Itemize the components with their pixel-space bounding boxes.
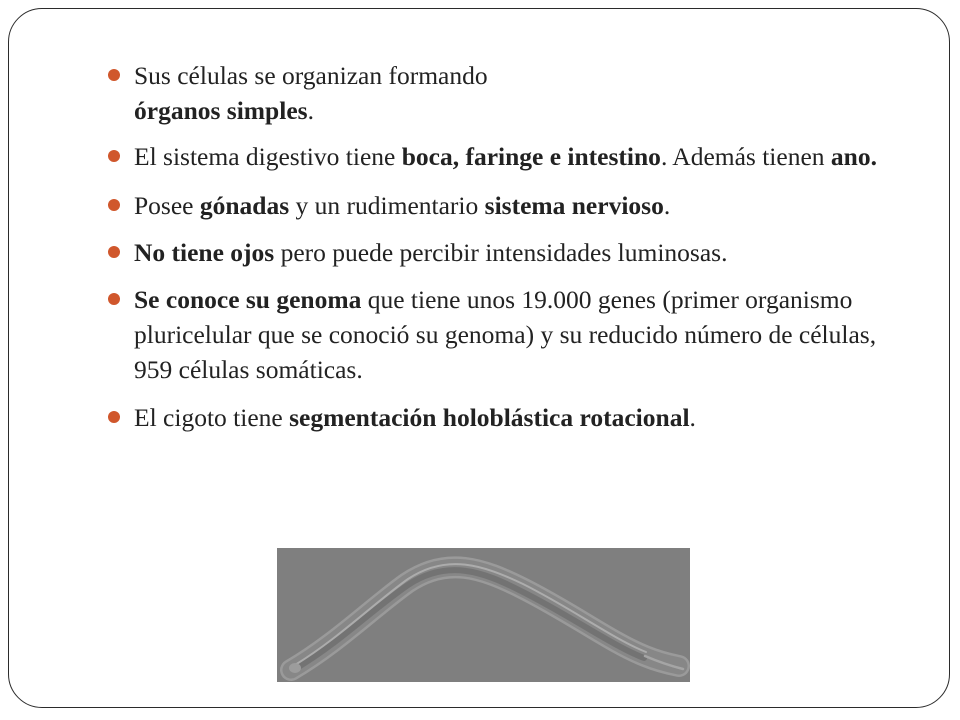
bullet-bold-text: sistema nervioso — [484, 191, 664, 220]
bullet-dot — [108, 411, 120, 423]
bullet-genoma — [106, 282, 906, 387]
bullet-dot — [108, 69, 120, 81]
bullet-organos — [106, 58, 906, 128]
nematode-photo — [277, 548, 690, 682]
bullet-ojos — [106, 235, 906, 270]
bullet-bold-text: Se conoce su genoma — [134, 285, 362, 314]
bullet-cigoto — [106, 400, 906, 435]
bullet-gonadas — [106, 188, 906, 223]
worm-head — [289, 663, 301, 673]
bullet-bold-text: boca, faringe e intestino — [401, 142, 661, 171]
bullet-dot — [108, 199, 120, 211]
bullet-text: El sistema digestivo tiene — [134, 142, 402, 171]
bullet-bold-text: gónadas — [199, 191, 290, 220]
bullet-dot — [108, 150, 120, 162]
bullet-bold-text: ano. — [830, 142, 877, 171]
bullet-text: pero puede percibir intensidades luminosas. — [274, 238, 728, 267]
bullet-bold-text: No tiene ojos — [134, 238, 275, 267]
bullet-text: El cigoto tiene — [134, 403, 290, 432]
bullet-bold-text: órganos simples — [134, 96, 308, 125]
bullet-list — [106, 58, 906, 446]
bullet-text: . — [689, 403, 696, 432]
bullet-text: . Además tienen — [660, 142, 831, 171]
bullet-dot — [108, 246, 120, 258]
bullet-text: . — [663, 191, 671, 220]
bullet-digestivo — [106, 139, 906, 174]
bullet-text: Sus células se organizan formando — [134, 61, 488, 90]
bullet-text: que tiene unos 19.000 genes (primer organismo pluricelular que se conoció su genoma) y su reducido número de células, 959 células somáticas. — [134, 285, 877, 384]
bullet-bold-text: segmentación holoblástica rotacional — [289, 403, 690, 432]
bullet-text: y un rudimentario — [289, 191, 485, 220]
nematode-image — [277, 548, 690, 682]
bullet-text: Posee — [134, 191, 200, 220]
bullet-dot — [108, 293, 120, 305]
bullet-text: . — [307, 96, 314, 125]
